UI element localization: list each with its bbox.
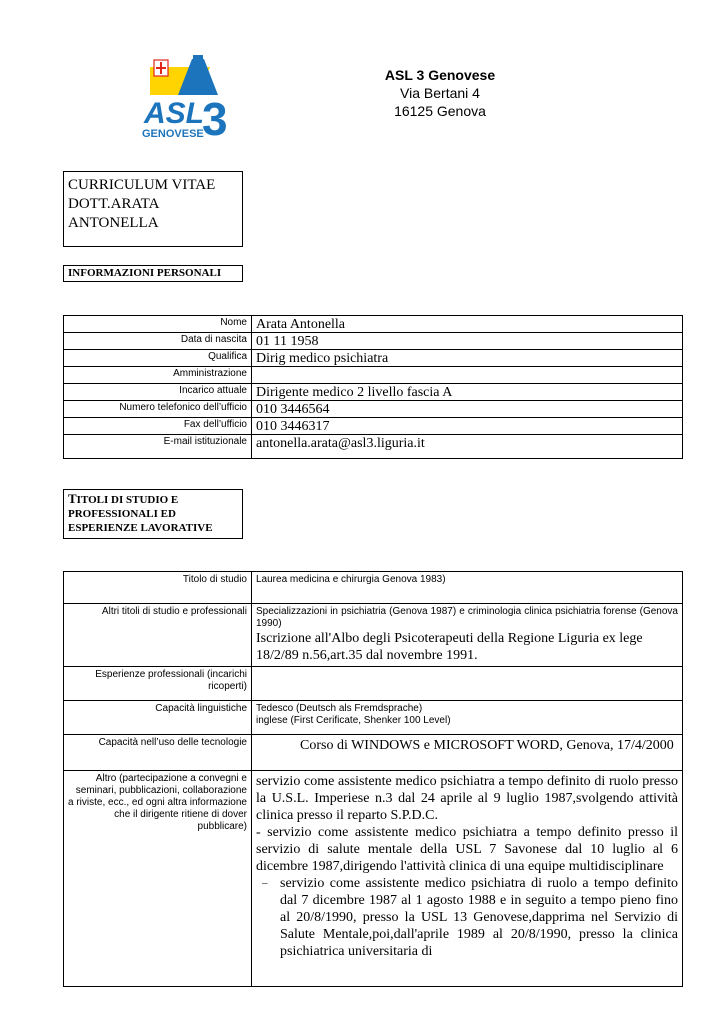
- altro-list-item: – servizio come assistente medico psichiatra di ruolo a tempo definito dal 7 dicembre 1987 al 1 agosto 1988 e in seguito a tempo pieno fino al 20/8/1990, presso la USL 13 Genovese,dapprima nel Servizio di Salute Mentale,poi,dall'aprile 1989 al 20/8/1990, presso la clinica psichiatrica universitaria di: [256, 875, 678, 960]
- personal-info-label: Amministrazione: [64, 367, 252, 384]
- cv-title: CURRICULUM VITAE: [68, 177, 216, 193]
- personal-info-row: [64, 435, 683, 459]
- org-title: ASL 3 Genovese: [384, 67, 496, 83]
- personal-info-row: [64, 367, 683, 384]
- personal-info-value: 010 3446564: [252, 401, 683, 418]
- value-tecnologie: Corso di WINDOWS e MICROSOFT WORD, Genova, 17/4/2000: [252, 735, 683, 771]
- personal-info-table: [63, 315, 683, 459]
- logo-genovese-text: GENOVESE: [142, 128, 204, 140]
- personal-info-label: Nome: [64, 316, 252, 333]
- asl3-logo: [140, 55, 240, 143]
- personal-info-value: 010 3446317: [252, 418, 683, 435]
- org-city: 16125 Genova: [394, 103, 486, 119]
- label-esperienze: Esperienze professionali (incarichi ricoperti): [64, 667, 252, 701]
- personal-info-label: Data di nascita: [64, 333, 252, 350]
- cv-title-box: [63, 171, 243, 247]
- label-altro: Altro (partecipazione a convegni e seminari, pubblicazioni, collaborazione a riviste, ecc., ed ogni altra informazione che il dirigente ritiene di dover pubblicare): [64, 771, 252, 987]
- row-titolo-studio: [64, 572, 683, 604]
- personal-info-value: [252, 367, 683, 384]
- altro-paragraph-2: - servizio come assistente medico psichiatra a tempo definito presso il servizio di salute mentale della USL 7 Savonese dal 10 luglio al 6 dicembre 1987,dirigendo l'attività clinica di una equipe multidisciplinare: [256, 825, 678, 874]
- personal-info-row: [64, 384, 683, 401]
- cv-name: ANTONELLA: [68, 215, 159, 231]
- logo-asl-text: ASL: [144, 97, 204, 130]
- section-studies-heading: TITOLI DI STUDIO E PROFESSIONALI ED ESPERIENZE LAVORATIVE: [63, 489, 243, 539]
- personal-info-row: [64, 418, 683, 435]
- personal-info-label: Incarico attuale: [64, 384, 252, 401]
- lingua-inglese: inglese (First Cerificate, Shenker 100 Level): [256, 715, 451, 726]
- label-titolo-studio: Titolo di studio: [64, 572, 252, 604]
- personal-info-value: Dirigente medico 2 livello fascia A: [252, 384, 683, 401]
- personal-info-label: Qualifica: [64, 350, 252, 367]
- value-lingue: [252, 701, 683, 735]
- header-address: [330, 66, 550, 120]
- org-street: Via Bertani 4: [400, 85, 480, 101]
- label-altri-titoli: Altri titoli di studio e professionali: [64, 604, 252, 667]
- personal-info-value: Arata Antonella: [252, 316, 683, 333]
- logo-lighthouse-top: [193, 55, 203, 61]
- personal-info-value: antonella.arata@asl3.liguria.it: [252, 435, 683, 459]
- personal-info-row: [64, 333, 683, 350]
- personal-info-label: Numero telefonico dell’ufficio: [64, 401, 252, 418]
- row-lingue: [64, 701, 683, 735]
- row-altri-titoli: [64, 604, 683, 667]
- label-tecnologie: Capacità nell’uso delle tecnologie: [64, 735, 252, 771]
- section-personal-info-heading: INFORMAZIONI PERSONALI: [63, 265, 243, 282]
- row-altro: [64, 771, 683, 987]
- altro-list: [256, 875, 678, 960]
- personal-info-row: [64, 316, 683, 333]
- row-tecnologie: [64, 735, 683, 771]
- cv-doctor: DOTT.ARATA: [68, 196, 160, 212]
- value-altri-titoli: [252, 604, 683, 667]
- personal-info-row: [64, 401, 683, 418]
- personal-info-value: Dirig medico psichiatra: [252, 350, 683, 367]
- row-esperienze: [64, 667, 683, 701]
- altro-paragraph-1: servizio come assistente medico psichiatra a tempo definito di ruolo presso la U.S.L. Imperiese n.3 dal 24 aprile al 9 luglio 1987,svolgendo attività clinica presso il reparto S.P.D.C.: [256, 774, 678, 823]
- value-esperienze: [252, 667, 683, 701]
- personal-info-label: E-mail istituzionale: [64, 435, 252, 459]
- studies-table: [63, 571, 683, 987]
- personal-info-value: 01 11 1958: [252, 333, 683, 350]
- personal-info-label: Fax dell’ufficio: [64, 418, 252, 435]
- lingua-tedesco: Tedesco (Deutsch als Fremdsprache): [256, 703, 423, 714]
- value-albo: Iscrizione all'Albo degli Psicoterapeuti della Regione Liguria ex lege 18/2/89 n.56,art.35 dal novembre 1991.: [256, 631, 643, 663]
- personal-info-row: [64, 350, 683, 367]
- value-specializzazioni: Specializzazioni in psichiatria (Genova 1987) e criminologia clinica psichiatria forense (Genova 1990): [256, 606, 678, 629]
- logo-number: 3: [202, 93, 228, 143]
- value-titolo-studio: Laurea medicina e chirurgia Genova 1983): [252, 572, 683, 604]
- value-altro: [252, 771, 683, 987]
- label-lingue: Capacità linguistiche: [64, 701, 252, 735]
